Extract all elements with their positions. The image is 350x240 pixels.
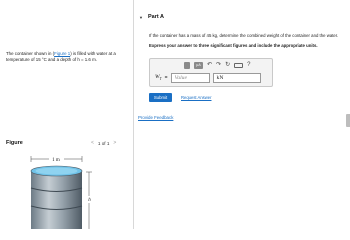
barrel-body: [31, 171, 82, 229]
container-figure: [26, 150, 106, 229]
part-instruction: Express your answer to three significant figures and include the appropriate units.: [149, 43, 318, 48]
answer-box: [149, 58, 273, 87]
width-label: 1 m: [52, 158, 60, 163]
unit-input[interactable]: kN: [213, 73, 261, 83]
problem-statement: The container shown in (Figure 1) is filled with water at a temperature of 15 °C and a depth of h = 1.6 m.: [6, 51, 116, 62]
part-a-header[interactable]: [139, 14, 164, 20]
help-icon[interactable]: ?: [247, 62, 251, 68]
units-button[interactable]: μA: [194, 62, 203, 69]
variable-label: $W_T$: [155, 74, 162, 82]
figure-link[interactable]: Figure 1: [54, 51, 71, 56]
part-question: If the container has a mass of 45 kg, determine the combined weight of the container and the water.: [149, 33, 339, 38]
value-input[interactable]: Value: [171, 73, 210, 83]
chevron-right-icon[interactable]: >: [113, 140, 117, 146]
part-title: Part A: [147, 14, 164, 20]
chevron-left-icon[interactable]: <: [91, 140, 94, 146]
equals-sign: =: [164, 75, 168, 81]
side-tab-handle[interactable]: [346, 114, 350, 127]
provide-feedback-link[interactable]: Provide Feedback: [138, 115, 174, 120]
request-answer-link[interactable]: Request Answer: [181, 95, 212, 100]
undo-icon[interactable]: ↶: [207, 62, 213, 68]
submit-button[interactable]: Submit: [149, 93, 172, 102]
answer-row: [155, 73, 261, 83]
collapse-triangle-icon[interactable]: ▼: [139, 14, 143, 20]
keyboard-icon[interactable]: [234, 63, 243, 68]
template-icon[interactable]: [184, 62, 190, 69]
figure-page-count: 1 of 1: [97, 140, 110, 146]
height-label: h: [88, 198, 91, 203]
problem-panel: [0, 0, 132, 229]
answer-toolbar: [184, 62, 250, 69]
figure-pager: [91, 140, 116, 146]
figure-heading: Figure: [6, 140, 23, 146]
redo-icon[interactable]: ↷: [216, 62, 222, 68]
reset-icon[interactable]: ↻: [225, 62, 231, 68]
